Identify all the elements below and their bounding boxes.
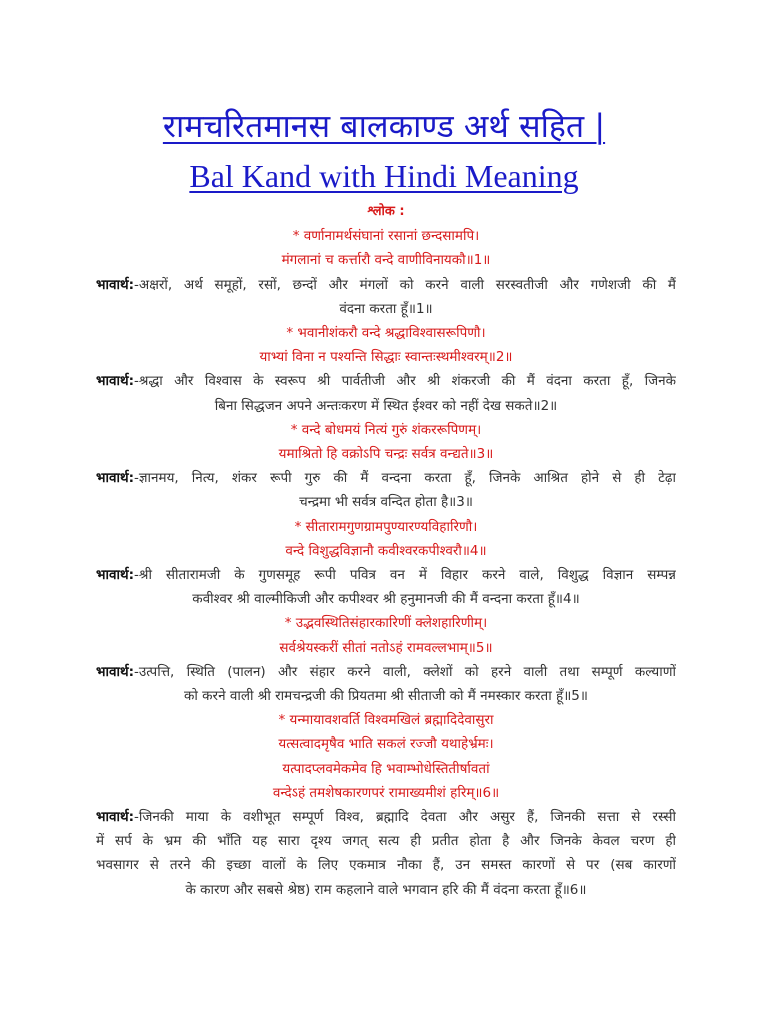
meaning-text: -ज्ञानमय, नित्य, शंकर रूपी गुरु की मैं वन्दना करता हूँ, जिनके आश्रित होने से ही टेढ़ा: [134, 470, 676, 487]
meaning-text: को करने वाली श्री रामचन्द्रजी की प्रियतमा श्री सीताजी को मैं नमस्कार करता हूँ॥5॥: [184, 687, 588, 704]
verse-line: वन्दे विशुद्धविज्ञानौ कवीश्वरकपीश्वरौ॥4॥: [285, 542, 487, 559]
shloka-heading: श्लोक :: [367, 204, 405, 219]
meaning-line: [96, 297, 676, 321]
bhavarth-label: भावार्थ:: [96, 567, 135, 583]
shloka-block: [96, 708, 676, 902]
verse-line: * भवानीशंकरौ वन्दे श्रद्धाविश्वासरूपिणौ।: [286, 325, 486, 341]
shloka-block: [96, 321, 676, 418]
bhavarth-label: भावार्थ:: [96, 663, 135, 680]
meaning-text: भवसागर से तरने की इच्छा वालों के लिए एकमात्र नौका हैं, उन समस्त कारणों से पर (सब कारणों: [96, 857, 676, 874]
meaning-line: [96, 878, 676, 902]
meaning-line: [96, 660, 676, 684]
verse-line: मंगलानां च कर्त्तारौ वन्दे वाणीविनायकौ॥1॥: [281, 252, 491, 269]
verse-line: * वर्णानामर्थसंघानां रसानां छन्दसामपि।: [292, 228, 480, 245]
shloka-block: [96, 611, 676, 708]
verse-line: यमाश्रितो हि वक्रोऽपि चन्द्रः सर्वत्र वन्द्यते॥3॥: [278, 446, 494, 462]
meaning-line: [96, 466, 676, 490]
meaning-line: [96, 684, 676, 708]
verse-line: यत्सत्वादमृषैव भाति सकलं रज्जौ यथाहेर्भ्रमः।: [278, 736, 494, 753]
document-body: [96, 200, 676, 902]
verse-line: * यन्मायावशवर्ति विश्वमखिलं ब्रह्मादिदेवासुरा: [278, 712, 494, 729]
meaning-text: कवीश्वर श्री वाल्मीकिजी और कपीश्वर श्री हनुमानजी की मैं वन्दना करता हूँ॥4॥: [192, 591, 580, 608]
bhavarth-label: भावार्थ:: [96, 809, 135, 825]
bhavarth-label: भावार्थ:: [96, 276, 135, 293]
bhavarth-label: भावार्थ:: [96, 373, 135, 390]
verse-line: सर्वश्रेयस्करीं सीतां नतोऽहं रामवल्लभाम्‌॥5॥: [279, 639, 493, 656]
meaning-text: -श्री सीतारामजी के गुणसमूह रूपी पवित्र वन में विहार करने वाले, विशुद्ध विज्ञान सम्पन्न: [134, 567, 676, 583]
verse-line: वन्देऽहं तमशेषकारणपरं रामाख्यमीशं हरिम्‌॥6॥: [272, 784, 500, 801]
meaning-text: में सर्प के भ्रम की भाँति यह सारा दृश्य जगत्‌ सत्य ही प्रतीत होता है और जिनके केवल चरण ही: [96, 833, 676, 850]
meaning-line: [96, 490, 676, 514]
verse-line: * उद्भवस्थितिसंहारकारिणीं क्लेशहारिणीम्‌।: [284, 615, 488, 632]
meaning-text: -जिनकी माया के वशीभूत सम्पूर्ण विश्व, ब्रह्मादि देवता और असुर हैं, जिनकी सत्ता से रस्सी: [134, 809, 676, 825]
meaning-line: [96, 805, 676, 829]
meaning-text: -अक्षरों, अर्थ समूहों, रसों, छन्दों और मंगलों को करने वाली सरस्वतीजी और गणेशजी की मैं: [134, 276, 676, 293]
meaning-text: चन्द्रमा भी सर्वत्र वन्दित होता है॥3॥: [299, 494, 473, 511]
meaning-line: [96, 273, 676, 297]
shloka-block: [96, 515, 676, 612]
meaning-line: [96, 394, 676, 418]
shloka-block: [96, 224, 676, 321]
meaning-text: -उत्पत्ति, स्थिति (पालन) और संहार करने वाली, क्लेशों को हरने वाली तथा सम्पूर्ण कल्याणों: [134, 663, 676, 680]
meaning-line: [96, 563, 676, 587]
meaning-text: के कारण और सबसे श्रेष्ठ) राम कहलाने वाले भगवान हरि की मैं वंदना करता हूँ॥6॥: [185, 881, 587, 898]
meaning-text: बिना सिद्धजन अपने अन्तःकरण में स्थित ईश्वर को नहीं देख सकते॥2॥: [214, 397, 558, 414]
verse-line: * सीतारामगुणग्रामपुण्यारण्यविहारिणौ।: [294, 518, 478, 535]
page-title-hindi: रामचरितमानस बालकाण्ड अर्थ सहित |: [162, 107, 606, 145]
meaning-line: [96, 853, 676, 877]
verse-line: यत्पादप्लवमेकमेव हि भवाम्भोधेस्तितीर्षावतां: [282, 760, 490, 777]
meaning-line: [96, 369, 676, 393]
meaning-line: [96, 829, 676, 853]
bhavarth-label: भावार्थ:: [96, 470, 135, 487]
verse-line: याभ्यां विना न पश्यन्ति सिद्धाः स्वान्तःस्थमीश्वरम्‌॥2॥: [259, 349, 513, 366]
meaning-text: वंदना करता हूँ॥1॥: [339, 300, 433, 317]
shloka-block: [96, 418, 676, 515]
shloka-list: [96, 224, 676, 902]
page-title-english: Bal Kand with Hindi Meaning: [189, 158, 579, 194]
meaning-text: -श्रद्धा और विश्वास के स्वरूप श्री पार्वतीजी और श्री शंकरजी की मैं वंदना करता हूँ, जिनके: [134, 373, 676, 390]
meaning-line: [96, 587, 676, 611]
verse-line: * वन्दे बोधमयं नित्यं गुरुं शंकररूपिणम्‌।: [290, 421, 482, 438]
